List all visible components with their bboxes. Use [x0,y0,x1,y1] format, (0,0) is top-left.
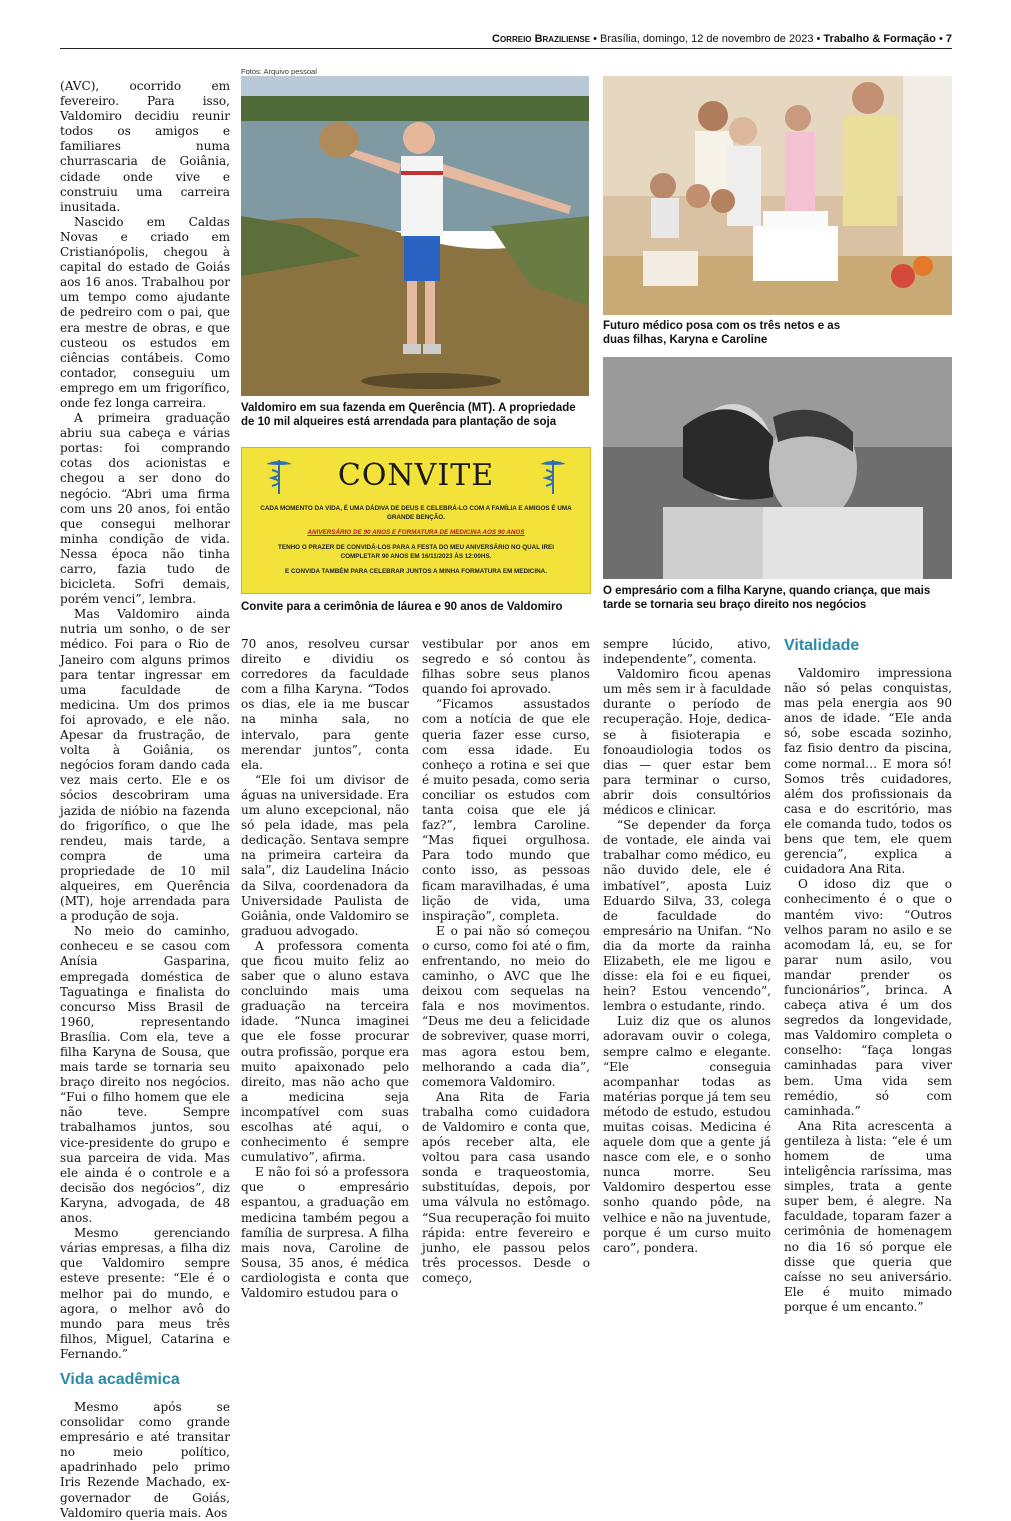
article-column-2 [241,637,409,1301]
paragraph: Mas Valdomiro ainda nutria um sonho, o de ser médico. Foi para o Rio de Janeiro com alguns primos para tentar ingressar em uma faculdade de medicina. Um dos primos foi aprovado, e ele não. Apesar da frustração, de volta à Goiânia, os negócios foram dando cada vez mais certo. Ele e os sócios descobriram uma jazida de nióbio na fazenda do frigorífico, o que lhe rendeu, mais tarde, a compra de uma propriedade de 10 mil alqueires, em Querência (MT), hoje arrendada para a produção de soja. [60,607,230,924]
page-separator: • [935,33,946,45]
paragraph: E o pai não só começou o curso, como foi até o fim, enfrentando, no meio do caminho, o AVC que lhe deixou com sequelas na fala e nos movimentos. “Deus me deu a felicidade de sobreviver, quase morri, mas agora estou bem, melhorando a cada dia”, comemora Valdomiro. [422,923,590,1089]
section-name: Trabalho & Formação [823,33,936,45]
paragraph: (AVC), ocorrido em fevereiro. Para isso, Valdomiro decidiu reunir todos os amigos e familiares numa churrascaria de Goiânia, cidade onde vive e construiu uma carreira inusitada. [60,79,230,214]
farm-photo-image [241,76,589,396]
subhead-vitalidade: Vitalidade [784,637,860,654]
invitation-text [258,504,574,582]
paragraph: No meio do caminho, conheceu e se casou com Anísia Gasparina, empregada doméstica de Taguatinga e finalista do concurso Miss Brasil de 1960, representando Brasília. Com ela, teve a filha Karyna de Sousa, que mais tarde se tornaria seu braço direito nos negócios. “Fui o filho homem que ele não teve. Sempre trabalhamos juntos, sou vice-presidente do grupo e sua parceira de vida. Mas ele ainda é o controle e a decisão dos negócios”, diz Karyna, advogada, de 48 anos. [60,924,230,1226]
page-header [60,30,952,49]
paragraph: “Ficamos assustados com a notícia de que ele queria fazer esse curso, com essa idade. Eu conheço a rotina e sei que é muito pesada, como seria conciliar os estudos com tanta coisa que ele já faz?”, lembra Caroline. “Mas fiquei orgulhosa. Para todo mundo que conto isso, as pessoas ficam maravilhadas, é uma lição de vida, uma inspiração”, completa. [422,697,590,923]
paragraph: A professora comenta que ficou muito feliz ao saber que o aluno estava concluindo mais uma graduação na terceira idade. “Nunca imaginei que ele fosse procurar outra profissão, porque era muito apaixonado pelo direito, mas não acho que a medicina seja incompatível com suas escolhas até aqui, o conhecimento é sempre cumulativo”, afirma. [241,938,409,1165]
paragraph: E não foi só a professora que o empresário espantou, a graduação em medicina também pegou a família de surpresa. A filha mais nova, Caroline de Sousa, 35 anos, é médica cardiologista e conta que Valdomiro estudou para o [241,1165,409,1301]
invitation-caption: Convite para a cerimônia de láurea e 90 anos de Valdomiro [241,601,563,613]
paragraph: A primeira graduação abriu sua cabeça e várias portas: foi comprando cotas dos acionistas e chegou a ser dono do negócio. “Abri uma firma com uns 20 anos, foi então que consegui melhorar minha condição de vida. Nessa época não tinha carro, fazia tudo de bicicleta. Sofri demais, porém venci”, lembra. [60,411,230,607]
farm-photo-caption: Valdomiro em sua fazenda em Querência (MT). A propriedade de 10 mil alqueires está arrendada para plantação de soja [241,402,576,428]
subhead-vida-academica: Vida acadêmica [60,1370,180,1388]
article-column-3 [422,637,590,1285]
paragraph: 70 anos, resolveu cursar direito e dividiu os corredores da faculdade com a filha Karyna. “Todos os dias, ele ia me buscar na minha sala, no intervalo, para gente merendar juntos”, conta ela. [241,637,409,772]
invitation-line: TENHO O PRAZER DE CONVIDÁ-LOS PARA A FESTA DO MEU ANIVERSÁRIO NO QUAL IREI COMPLETAR 90 ANOS EM 16/11/2023 ÀS 12:00HS. [278,544,554,560]
paragraph: Valdomiro impressiona não só pelas conquistas, mas pela energia aos 90 anos de idade. “Ele anda só, sobe escada sozinho, faz fisio dentro da piscina, come normal… E mora só! Somos três cuidadores, além dos profissionais da casa e do escritório, mas ele comanda tudo, todos os bens que tem, ele quem gerencia”, explica a cuidadora Ana Rita. [784,666,952,877]
article-column-4 [603,637,771,1255]
publication-name: Correio Braziliense [492,33,591,45]
page-number: 7 [945,33,952,45]
photo-credit: Fotos: Arquivo pessoal [241,67,317,76]
paragraph: Luiz diz que os alunos adoravam ouvir o colega, sempre calmo e elegante. “Ele conseguia acompanhar todas as matérias porque já tem seu método de estudo, estudou muitas coisas. Medicina é aquele dom que a gente já nasce com ele, e o sonho nunca morre. Seu Valdomiro despertou esse sonho quando pôde, na velhice e não na juventude, porque é um curso muito caro”, pondera. [603,1014,771,1255]
dateline: • Brasília, domingo, 12 de novembro de 2023 • [590,33,824,45]
invitation-image [241,447,591,594]
invitation-line: ANIVERSÁRIO DE 90 ANOS E FORMATURA DE MEDICINA AOS 90 ANOS [307,529,525,536]
paragraph: Mesmo após se consolidar como grande empresário e até transitar no meio político, apadrinhado pelo primo Iris Rezende Machado, ex-governador de Goiás, Valdomiro queria mais. Aos [60,1399,230,1520]
paragraph: “Ele foi um divisor de águas na universidade. Era um aluno excepcional, não só pela idade, mas pela dedicação. Sentava sempre na primeira carteira da sala”, diz Laudelina Inácio da Silva, coordenadora da Universidade Paulista de Goiânia, onde Valdomiro se graduou advogado. [241,772,409,938]
farm-photo [241,76,589,396]
daughter-photo [603,357,952,579]
paragraph: Nascido em Caldas Novas e criado em Cristianópolis, chegou à capital do estado de Goiás aos 16 anos. Trabalhou por um tempo como ajudante de pedreiro com o pai, que era mestre de obras, e que custeou os estudos em ciências contábeis. Como contador, conseguiu um emprego em um frigorífico, onde fez longa carreira. [60,214,230,410]
paragraph: “Se depender da força de vontade, ele ainda vai trabalhar como médico, eu não duvido dele, ele é imbatível”, aposta Luiz Eduardo Silva, 33, colega de faculdade do empresário na Unifan. “No dia da morte da rainha Elizabeth, ele me ligou e disse: ela foi e eu fiquei, hein? Estou vencendo”, lembra o estudante, rindo. [603,818,771,1014]
invitation-title: CONVITE [337,458,495,493]
daughter-photo-caption: O empresário com a filha Karyne, quando criança, que mais tarde se tornaria seu braço direito nos negócios [603,585,931,611]
paragraph: sempre lúcido, ativo, independente”, comenta. [603,637,771,667]
article-column-1 [60,79,230,1520]
paragraph: Ana Rita de Faria trabalha como cuidadora de Valdomiro e conta que, após receber alta, ele voltou para casa usando sonda e traqueostomia, substituídas, depois, por uma válvula no estômago. “Sua recuperação foi muito rápida: entre fevereiro e junho, ele passou pelos três processos. Desde o começo, [422,1089,590,1285]
paragraph: Mesmo gerenciando várias empresas, a filha diz que Valdomiro sempre esteve presente: “Ele é o melhor pai do mundo, e agora, o melhor avô do mundo para meus três filhos, Miguel, Catarina e Fernando.” [60,1226,230,1361]
invitation-line: E CONVIDA TAMBÉM PARA CELEBRAR JUNTOS A MINHA FORMATURA EM MEDICINA. [285,568,547,575]
family-photo-image [603,76,952,315]
paragraph: O idoso diz que o conhecimento é o que o mantém vivo: “Outros velhos param no asilo e se acomodam lá, eu, se for parar num asilo, vou mandar prender os funcionários”, brinca. A cabeça ativa é um dos segredos da longevidade, mas Valdomiro completa o conselho: “faça longas caminhadas para viver bem. Uma vida sem remédio, só com caminhada.” [784,877,952,1118]
article-column-5 [784,632,952,1314]
paragraph: vestibular por anos em segredo e só contou às filhas sobre seus planos quando foi aprovado. [422,637,590,697]
daughter-photo-image [603,357,952,579]
paragraph: Valdomiro ficou apenas um mês sem ir à faculdade durante o período de recuperação. Hoje, dedica-se à fisioterapia e fonoaudiologia todos os dias — quer estar bem para terminar o curso, abrir dois consultórios médicos e clinicar. [603,667,771,818]
paragraph: Ana Rita acrescenta a gentileza à lista: “ele é um homem de uma inteligência raríssima, mas simples, trata a gente super bem, é alegre. Na faculdade, toparam fazer a cerimônia de homenagem no dia 16 só porque ele disse que queria que caísse no seu aniversário. Ele é muito mimado porque é um encanto.” [784,1118,952,1314]
family-photo [603,76,952,315]
family-photo-caption: Futuro médico posa com os três netos e as duas filhas, Karyna e Caroline [603,320,841,346]
invitation-line: CADA MOMENTO DA VIDA, É UMA DÁDIVA DE DEUS E CELEBRÁ-LO COM A FAMÍLIA E AMIGOS É UMA GRANDE BENÇÃO. [260,505,572,521]
